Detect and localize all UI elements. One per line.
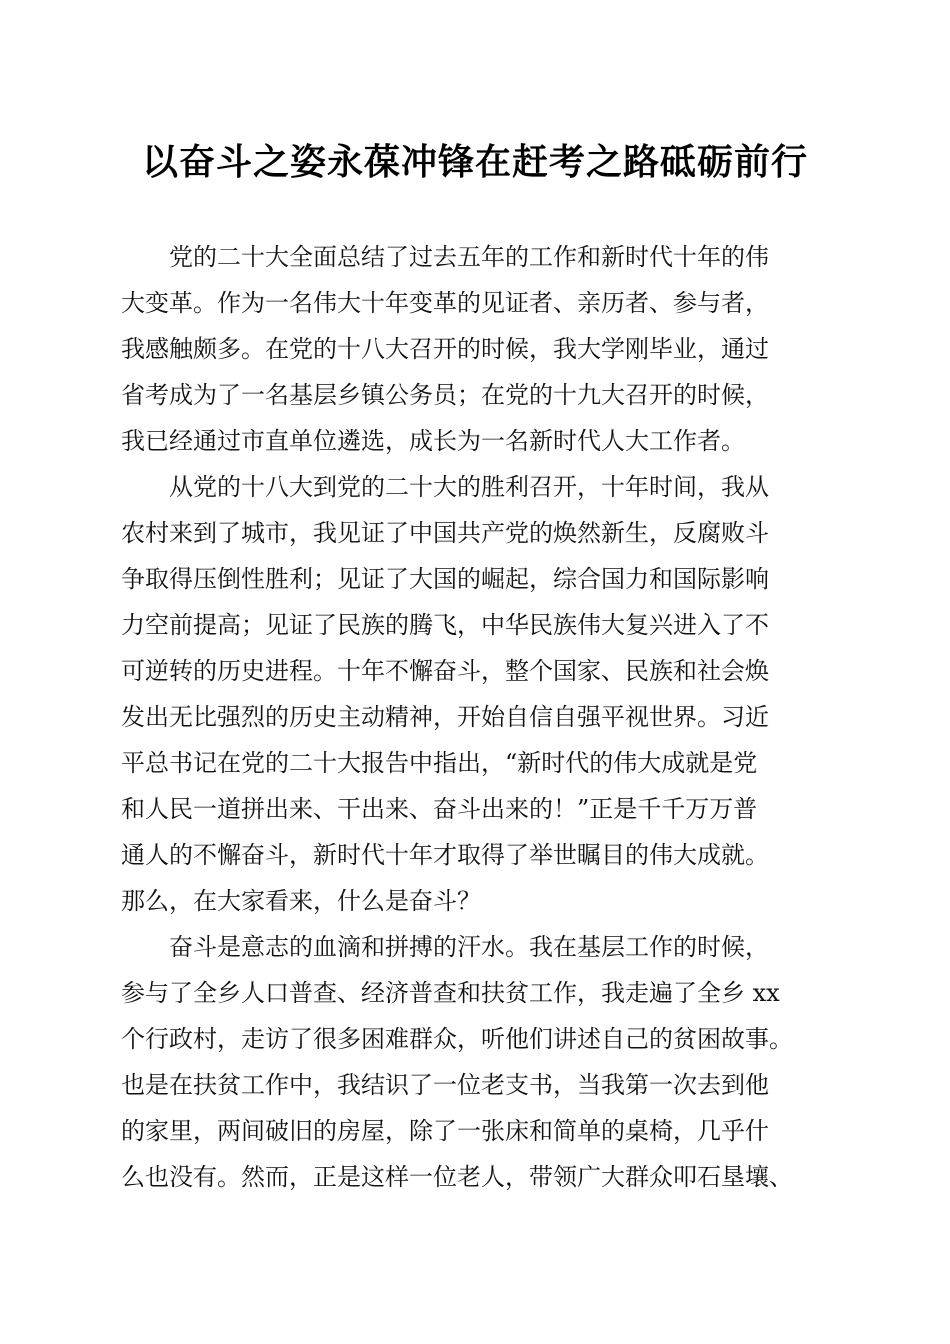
text-line: 奋斗是意志的血滴和拼搏的汗水。我在基层工作的时候， (169, 933, 769, 961)
text-line: 也是在扶贫工作中，我结识了一位老支书，当我第一次去到他 (121, 1071, 769, 1099)
text-line: 参与了全乡人口普查、经济普查和扶贫工作，我走遍了全乡 xx (121, 979, 780, 1007)
paragraph-3 (121, 924, 833, 1200)
text-line: 和人民一道拼出来、干出来、奋斗出来的！”正是千千万万普 (121, 795, 758, 823)
text-line: 发出无比强烈的历史主动精神，开始自信自强平视世界。习近 (121, 703, 769, 731)
text-line: 力空前提高；见证了民族的腾飞，中华民族伟大复兴进入了不 (121, 611, 769, 639)
text-line: 的家里，两间破旧的房屋，除了一张床和简单的桌椅，几乎什 (121, 1117, 769, 1145)
text-line: 可逆转的历史进程。十年不懈奋斗，整个国家、民族和社会焕 (121, 657, 769, 685)
text-line: 我感触颇多。在党的十八大召开的时候，我大学刚毕业，通过 (121, 335, 769, 363)
text-line: 党的二十大全面总结了过去五年的工作和新时代十年的伟 (169, 243, 769, 271)
paragraph-1 (121, 234, 833, 464)
text-line: 我已经通过市直单位遴选，成长为一名新时代人大工作者。 (121, 427, 745, 455)
text-line: 大变革。作为一名伟大十年变革的见证者、亲历者、参与者， (121, 289, 769, 317)
document-body (121, 234, 833, 1200)
text-line: 个行政村，走访了很多困难群众，听他们讲述自己的贫困故事。 (121, 1025, 793, 1053)
text-line: 农村来到了城市，我见证了中国共产党的焕然新生，反腐败斗 (121, 519, 769, 547)
document-title: 以奋斗之姿永葆冲锋在赶考之路砥砺前行 (141, 141, 808, 183)
text-line: 省考成为了一名基层乡镇公务员；在党的十九大召开的时候， (121, 381, 769, 409)
text-line: 通人的不懈奋斗，新时代十年才取得了举世瞩目的伟大成就。 (121, 841, 769, 869)
text-line: 那么，在大家看来，什么是奋斗？ (121, 887, 481, 915)
paragraph-2 (121, 464, 833, 924)
text-line: 从党的十八大到党的二十大的胜利召开，十年时间，我从 (169, 473, 769, 501)
text-line: 平总书记在党的二十大报告中指出，“新时代的伟大成就是党 (121, 749, 758, 777)
text-line: 么也没有。然而，正是这样一位老人，带领广大群众叩石垦壤、 (121, 1163, 793, 1191)
text-line: 争取得压倒性胜利；见证了大国的崛起，综合国力和国际影响 (121, 565, 769, 593)
